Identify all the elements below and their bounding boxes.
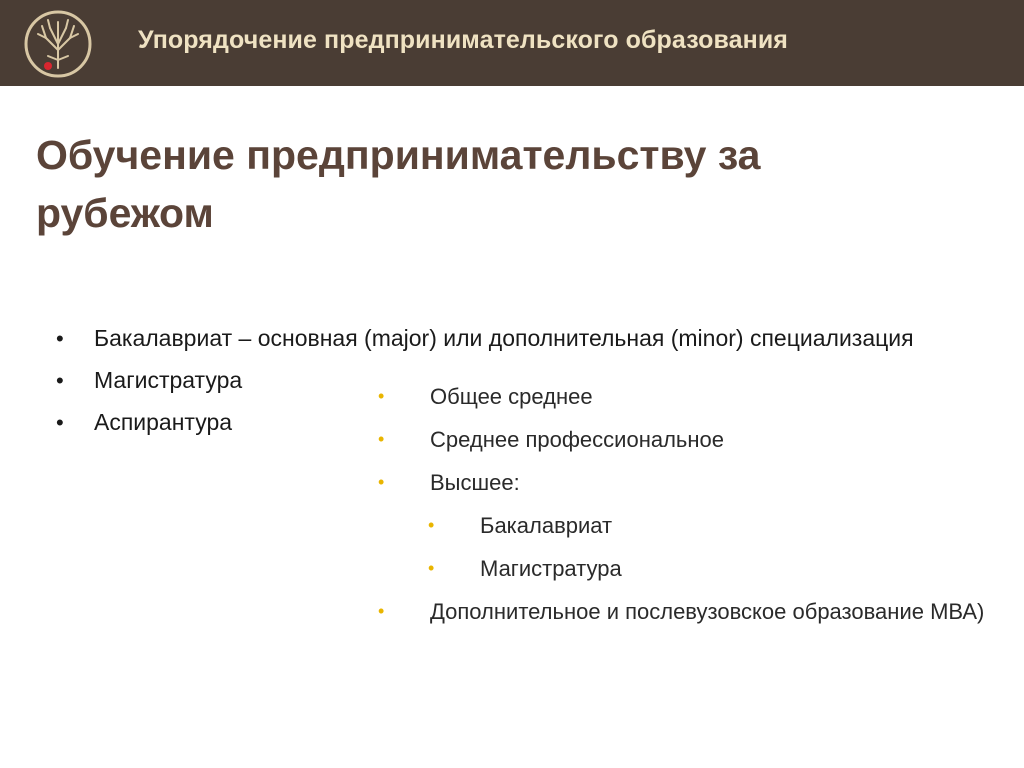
list-item-text: Аспирантура (94, 409, 233, 435)
list-item-text: Бакалавриат – основная (major) или дополнительная (minor) специализация (94, 325, 914, 351)
list-item (376, 595, 1024, 628)
bullet-icon: • (56, 326, 64, 351)
list-item (56, 320, 936, 357)
bullet-icon: • (378, 429, 385, 449)
list-item-text: Магистратура (480, 556, 622, 581)
list-item-text: Высшее: (430, 470, 520, 495)
bullet-icon: • (56, 368, 64, 393)
bullet-icon: • (428, 558, 435, 578)
list-item-text: Среднее профессиональное (430, 427, 724, 452)
tree-logo-icon (24, 10, 92, 78)
sub-list-item (376, 509, 1024, 542)
bullet-icon: • (428, 515, 435, 535)
list-item-text: Общее среднее (430, 384, 593, 409)
bullet-icon: • (378, 472, 385, 492)
slide-title: Обучение предпринимательству за рубежом (36, 132, 761, 236)
sub-list-item (376, 552, 1024, 585)
header-bar (0, 0, 1024, 86)
bullet-icon: • (378, 601, 385, 621)
bullet-icon: • (56, 410, 64, 435)
bullet-icon: • (378, 386, 385, 406)
list-item (376, 466, 1024, 499)
list-item-text: Дополнительное и послевузовское образование МВА) (430, 599, 985, 624)
list-item (376, 423, 1024, 456)
list-item-text: Магистратура (94, 367, 243, 393)
header-title: Упорядочение предпринимательского образования (138, 26, 788, 54)
list-item-text: Бакалавриат (480, 513, 613, 538)
list-item (376, 380, 1024, 413)
education-levels-list (376, 380, 1024, 638)
